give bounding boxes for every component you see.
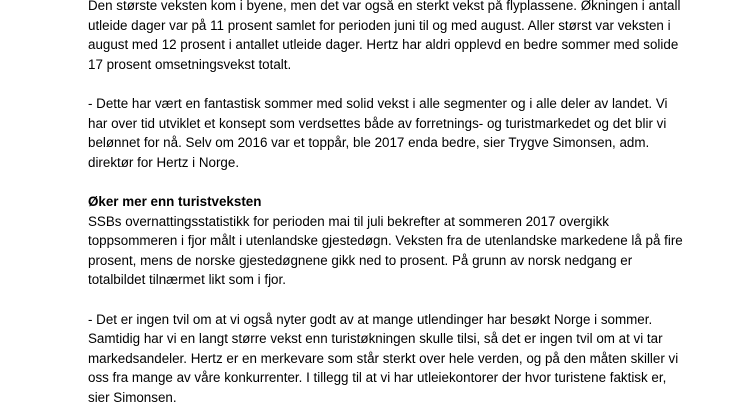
paragraph-ssb-statistics — [88, 212, 683, 290]
text-line: Den største veksten kom i byene, men det var også en sterkt vekst på flyplassene. Økningen i antall — [88, 0, 681, 13]
text-line: prosent, mens de norske gjestedøgnene gikk ned to prosent. På grunn av norsk nedgang er — [88, 252, 633, 268]
text-line: august med 12 prosent i antallet utleide dager. Hertz har aldri opplevd en bedre sommer med solide — [88, 37, 679, 53]
text-line: totalbildet tilnærmet likt som i fjor. — [88, 272, 286, 288]
paragraph-ceo-quote — [88, 94, 668, 172]
text-line: 17 prosent omsetningsvekst totalt. — [88, 56, 292, 72]
text-line: - Det er ingen tvil om at vi også nyter godt av at mange utlendinger har besøkt Norge i sommer. — [88, 311, 653, 327]
text-line: Samtidig har vi en langt større vekst enn turistøkningen skulle tilsi, så det er ingen tvil om at vi tar — [88, 331, 663, 347]
text-line: markedsandeler. Hertz er en merkevare som står sterkt over hele verden, og på den måten skiller vi — [88, 350, 679, 366]
text-line: har over tid utviklet et konsept som verdsettes både av forretnings- og turistmarkedet og det blir vi — [88, 115, 667, 131]
text-line: belønnet for nå. Selv om 2016 var et toppår, ble 2017 enda bedre, sier Trygve Simonsen, adm. — [88, 135, 650, 151]
paragraph-spacer — [88, 172, 648, 192]
text-line: direktør for Hertz i Norge. — [88, 154, 240, 170]
text-line: toppsommeren i fjor målt i utenlandske gjestedøgn. Veksten fra de utenlandske markedene lå på fire — [88, 233, 683, 249]
paragraph-market-share-quote — [88, 310, 679, 408]
text-line: SSBs overnattingsstatistikk for perioden mai til juli bekrefter at sommeren 2017 overgikk — [88, 213, 609, 229]
paragraph-growth-summary — [88, 0, 681, 74]
text-line: oss fra mange av våre konkurrenter. I tillegg til at vi har utleiekontorer der hvor turistene faktisk er, — [88, 370, 667, 386]
paragraph-spacer — [88, 290, 648, 310]
text-line: - Dette har vært en fantastisk sommer med solid vekst i alle segmenter og i alle deler av landet. Vi — [88, 95, 668, 111]
paragraph-spacer — [88, 74, 648, 94]
section-heading: Øker mer enn turistveksten — [88, 193, 262, 209]
text-line: utleide dager var på 11 prosent samlet for perioden juni til og med august. Aller størst var veksten i — [88, 17, 671, 33]
document-page — [88, 0, 683, 407]
text-line: sier Simonsen. — [88, 389, 177, 405]
